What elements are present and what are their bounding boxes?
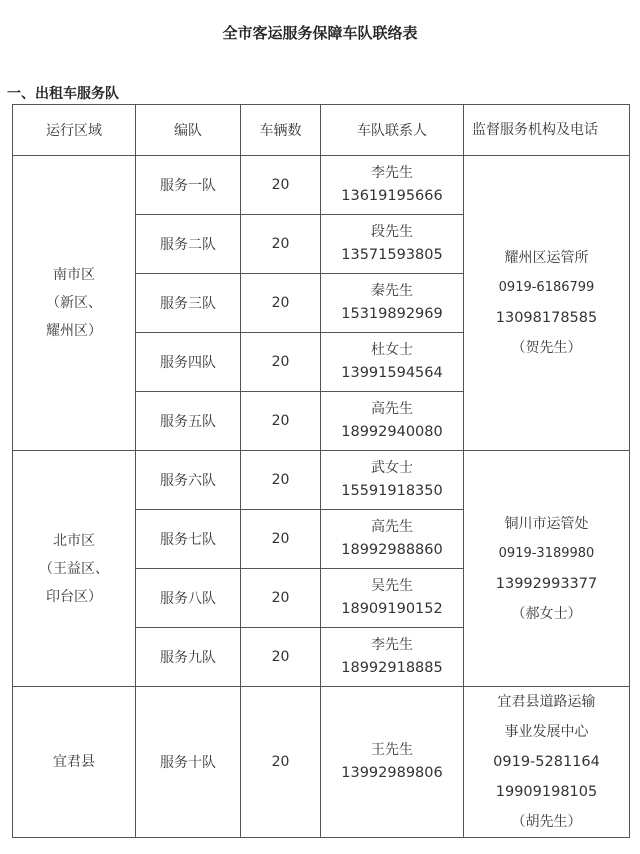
region-line: 北市区 bbox=[53, 532, 95, 549]
team-cell: 服务二队 bbox=[136, 215, 241, 274]
region-cell bbox=[13, 451, 136, 687]
supervisor-contact: （郝女士） bbox=[511, 605, 582, 622]
supervisor-org: 铜川市运管处 bbox=[504, 515, 589, 532]
contact-phone: 18909190152 bbox=[341, 601, 443, 617]
team-cell: 服务八队 bbox=[136, 569, 241, 628]
document-title: 全市客运服务保障车队联络表 bbox=[222, 24, 418, 42]
vehicle-count-cell: 20 bbox=[241, 510, 321, 569]
team-cell: 服务五队 bbox=[136, 392, 241, 451]
supervisor-landline: 0919-6186799 bbox=[498, 280, 595, 295]
team-cell: 服务六队 bbox=[136, 451, 241, 510]
contact-cell bbox=[321, 215, 464, 274]
contact-cell bbox=[321, 333, 464, 392]
header-team: 编队 bbox=[136, 105, 241, 156]
team-cell: 服务七队 bbox=[136, 510, 241, 569]
contact-phone: 13992989806 bbox=[341, 765, 443, 781]
contact-table bbox=[12, 104, 630, 838]
contact-name: 段先生 bbox=[371, 224, 413, 240]
region-line: （新区、 bbox=[46, 295, 102, 311]
table-row bbox=[13, 156, 630, 215]
contact-cell bbox=[321, 392, 464, 451]
contact-phone: 15591918350 bbox=[341, 483, 443, 499]
contact-phone: 18992940080 bbox=[341, 424, 443, 440]
team-cell: 服务九队 bbox=[136, 628, 241, 687]
contact-cell bbox=[321, 451, 464, 510]
contact-phone: 13571593805 bbox=[341, 247, 443, 263]
supervisor-mobile: 13098178585 bbox=[495, 310, 598, 326]
region-cell bbox=[13, 687, 136, 838]
supervisor-landline: 0919-3189980 bbox=[498, 545, 595, 561]
team-cell: 服务一队 bbox=[136, 156, 241, 215]
header-supervisor: 监督服务机构及电话 bbox=[464, 105, 630, 156]
supervisor-cell bbox=[464, 156, 630, 451]
contact-name: 李先生 bbox=[371, 637, 413, 653]
header-region: 运行区域 bbox=[13, 105, 136, 156]
contact-name: 高先生 bbox=[371, 401, 413, 417]
team-cell: 服务三队 bbox=[136, 274, 241, 333]
supervisor-org: 宜君县道路运输 bbox=[497, 694, 596, 710]
supervisor-cell bbox=[464, 451, 630, 687]
table-header-row bbox=[13, 105, 630, 156]
vehicle-count-cell: 20 bbox=[241, 451, 321, 510]
contact-cell bbox=[321, 156, 464, 215]
table-row bbox=[13, 687, 630, 838]
region-line: （王益区、 bbox=[39, 560, 109, 577]
supervisor-contact: （贺先生） bbox=[511, 340, 582, 356]
contact-phone: 13991594564 bbox=[341, 365, 443, 381]
region-line: 南市区 bbox=[53, 267, 95, 283]
contact-cell bbox=[321, 628, 464, 687]
supervisor-contact: （胡先生） bbox=[511, 814, 582, 830]
contact-cell bbox=[321, 274, 464, 333]
contact-name: 李先生 bbox=[371, 165, 413, 181]
vehicle-count-cell: 20 bbox=[241, 156, 321, 215]
vehicle-count-cell: 20 bbox=[241, 392, 321, 451]
contact-name: 杜女士 bbox=[371, 342, 413, 358]
table-row bbox=[13, 451, 630, 510]
region-cell bbox=[13, 156, 136, 451]
supervisor-org: 事业发展中心 bbox=[504, 724, 589, 740]
region-line: 印台区） bbox=[46, 588, 102, 605]
contact-name: 高先生 bbox=[371, 519, 413, 535]
supervisor-mobile: 13992993377 bbox=[495, 575, 598, 592]
contact-name: 吴先生 bbox=[371, 578, 413, 594]
vehicle-count-cell: 20 bbox=[241, 215, 321, 274]
vehicle-count-cell: 20 bbox=[241, 628, 321, 687]
vehicle-count-cell: 20 bbox=[241, 569, 321, 628]
contact-name: 武女士 bbox=[371, 460, 413, 476]
section-heading: 一、出租车服务队 bbox=[7, 86, 119, 102]
contact-cell bbox=[321, 687, 464, 838]
vehicle-count-cell: 20 bbox=[241, 333, 321, 392]
contact-name: 王先生 bbox=[371, 742, 413, 758]
contact-phone: 15319892969 bbox=[341, 306, 443, 322]
contact-phone: 18992988860 bbox=[341, 542, 443, 558]
header-contact: 车队联系人 bbox=[321, 105, 464, 156]
contact-cell bbox=[321, 510, 464, 569]
supervisor-cell bbox=[464, 687, 630, 838]
contact-phone: 18992918885 bbox=[341, 660, 443, 676]
supervisor-org: 耀州区运管所 bbox=[504, 250, 589, 266]
contact-name: 秦先生 bbox=[371, 283, 413, 299]
team-cell: 服务十队 bbox=[136, 687, 241, 838]
region-line: 耀州区） bbox=[46, 323, 102, 339]
contact-cell bbox=[321, 569, 464, 628]
supervisor-mobile: 19909198105 bbox=[495, 784, 598, 800]
header-vehicles: 车辆数 bbox=[241, 105, 321, 156]
vehicle-count-cell: 20 bbox=[241, 687, 321, 838]
region-line: 宜君县 bbox=[53, 754, 95, 770]
team-cell: 服务四队 bbox=[136, 333, 241, 392]
contact-phone: 13619195666 bbox=[341, 188, 443, 204]
vehicle-count-cell: 20 bbox=[241, 274, 321, 333]
supervisor-landline: 0919-5281164 bbox=[493, 754, 600, 770]
